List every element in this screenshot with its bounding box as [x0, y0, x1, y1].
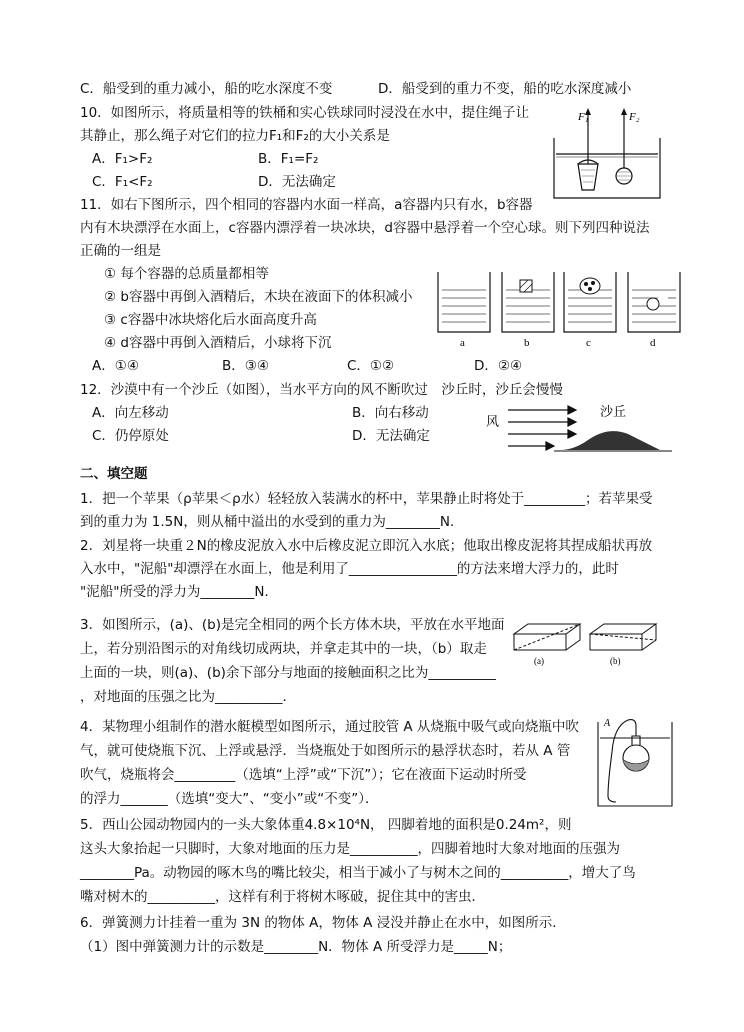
f1-line2: 到的重力为 1.5N，则从桶中溢出的水受到的重力为________N． [80, 514, 464, 530]
q11-fig-label-c: c [586, 337, 591, 349]
q11-statement-1: ① 每个容器的总质量都相等 [104, 266, 269, 282]
q11-statement-2: ② b容器中再倒入酒精后，木块在液面下的体积减小 [104, 289, 413, 305]
q11-fig-label-d: d [650, 337, 656, 349]
f2-line1: 2．刘星将一块重２N的橡皮泥放入水中后橡皮泥立即沉入水底；他取出橡皮泥将其捏成船状再放 [80, 538, 653, 554]
f5-line2: 这头大象抬起一只脚时，大象对地面的压力是__________，四脚着地时大象对地面的压强为 [80, 841, 620, 857]
q12-option-d: D．无法确定 [352, 428, 430, 444]
q11-fig-label-b: b [524, 337, 530, 349]
q10-option-a: A．F₁>F₂ [92, 151, 153, 167]
f4-line3: 吹气，烧瓶将会_________（选填“上浮”或“下沉”）；它在液面下运动时所受 [80, 767, 527, 783]
f4-line1: 4．某物理小组制作的潜水艇模型如图所示，通过胶管 A 从烧瓶中吸气或向烧瓶中吹 [80, 719, 579, 735]
f4-line4: 的浮力_______（选填“变大”、“变小”或“不变”）． [80, 791, 379, 807]
q10-stem-line2: 其静止，那么绳子对它们的拉力F₁和F₂的大小关系是 [80, 128, 390, 144]
q10-fig-f1-label: F₁ [578, 111, 589, 123]
q11-figure-containers [432, 266, 688, 352]
section-title-fill-in: 二、填空题 [80, 466, 148, 482]
q12-stem: 12．沙漠中有一个沙丘（如图），当水平方向的风不断吹过 沙丘时，沙丘会慢慢 [80, 382, 563, 398]
f2-line2: 入水中，"泥船"却漂浮在水面上，他是利用了________________的方法来增大浮力的，此时 [80, 561, 619, 577]
q10-fig-f2-label: F₂ [629, 111, 640, 123]
f3-line2: 上，若分别沿图示的对角线切成两块，并拿走其中的一块，（b）取走 [80, 641, 487, 657]
f5-line3: ________Pa。动物园的啄木鸟的嘴比较尖，相当于减小了与树木之间的__________，增大了鸟 [80, 865, 636, 881]
f5-line1: 5．西山公园动物园内的一头大象体重4.8×10⁴N， 四脚着地的面积是0.24m²，则 [80, 817, 572, 833]
f3-fig-label-a: (a) [534, 656, 544, 666]
q11-statement-3: ③ c容器中冰块熔化后水面高度升高 [104, 312, 317, 328]
f3-line4: ，对地面的压强之比为__________． [80, 689, 296, 705]
q11-statement-4: ④ d容器中再倒入酒精后，小球将下沉 [104, 335, 332, 351]
f4-line2: 气，就可使烧瓶下沉、上浮或悬浮．当烧瓶处于如图所示的悬浮状态时，若从 A 管 [80, 743, 571, 759]
q9-option-c: C．船受到的重力减小，船的吃水深度不变 [80, 81, 333, 97]
q11-option-a: A．①④ [92, 358, 139, 374]
f6-line1: 6．弹簧测力计挂着一重为 3N 的物体 A，物体 A 浸没并静止在水中，如图所示． [80, 915, 566, 931]
q11-option-c: C．①② [347, 358, 395, 374]
q12-fig-dune-label: 沙丘 [600, 404, 627, 419]
q11-option-b: B．③④ [222, 358, 269, 374]
q11-stem-line2: 内有木块漂浮在水面上，c容器内漂浮着一块冰块，d容器中悬浮着一个空心球。则下列四种说法 [80, 220, 650, 236]
f3-line3: 上面的一块，则(a)、(b)余下部分与地面的接触面积之比为__________ [80, 665, 496, 681]
q11-stem-line3: 正确的一组是 [80, 243, 161, 259]
f2-line3: "泥船"所受的浮力为________N． [80, 584, 279, 600]
q10-option-d: D．无法确定 [258, 174, 336, 190]
q11-stem-line1: 11．如右下图所示，四个相同的容器内水面一样高，a容器内只有水，b容器 [80, 197, 533, 213]
q10-figure [548, 108, 666, 204]
q11-fig-label-a: a [460, 337, 465, 349]
f1-line1: 1．把一个苹果（ρ苹果＜ρ水）轻轻放入装满水的杯中，苹果静止时将处于_________；若苹果受 [80, 491, 653, 507]
q12-option-c: C．仍停原处 [92, 428, 169, 444]
q12-fig-wind-label: 风 [486, 414, 500, 429]
f4-fig-label-a: A [604, 718, 611, 729]
q10-option-b: B．F₁=F₂ [258, 151, 319, 167]
q12-option-b: B．向右移动 [352, 405, 429, 421]
f6-line2: （1）图中弹簧测力计的示数是________N．物体 A 所受浮力是_____N； [80, 939, 512, 955]
q12-option-a: A．向左移动 [92, 405, 169, 421]
f3-line1: 3．如图所示，(a)、(b)是完全相同的两个长方体木块，平放在水平地面 [80, 617, 505, 633]
q10-stem-line1: 10．如图所示，将质量相等的铁桶和实心铁球同时浸没在水中，提住绳子让 [80, 105, 530, 121]
f5-line4: 嘴对树木的__________，这样有利于将树木啄破，捉住其中的害虫． [80, 889, 485, 905]
f3-figure-blocks [510, 616, 674, 668]
q12-figure-dune [478, 398, 674, 456]
f3-fig-label-b: (b) [610, 656, 621, 666]
q11-option-d: D．②④ [474, 358, 523, 374]
q9-option-d: D．船受到的重力不变，船的吃水深度减小 [378, 81, 632, 97]
q10-option-c: C．F₁<F₂ [92, 174, 153, 190]
f4-figure-submarine [594, 712, 676, 810]
